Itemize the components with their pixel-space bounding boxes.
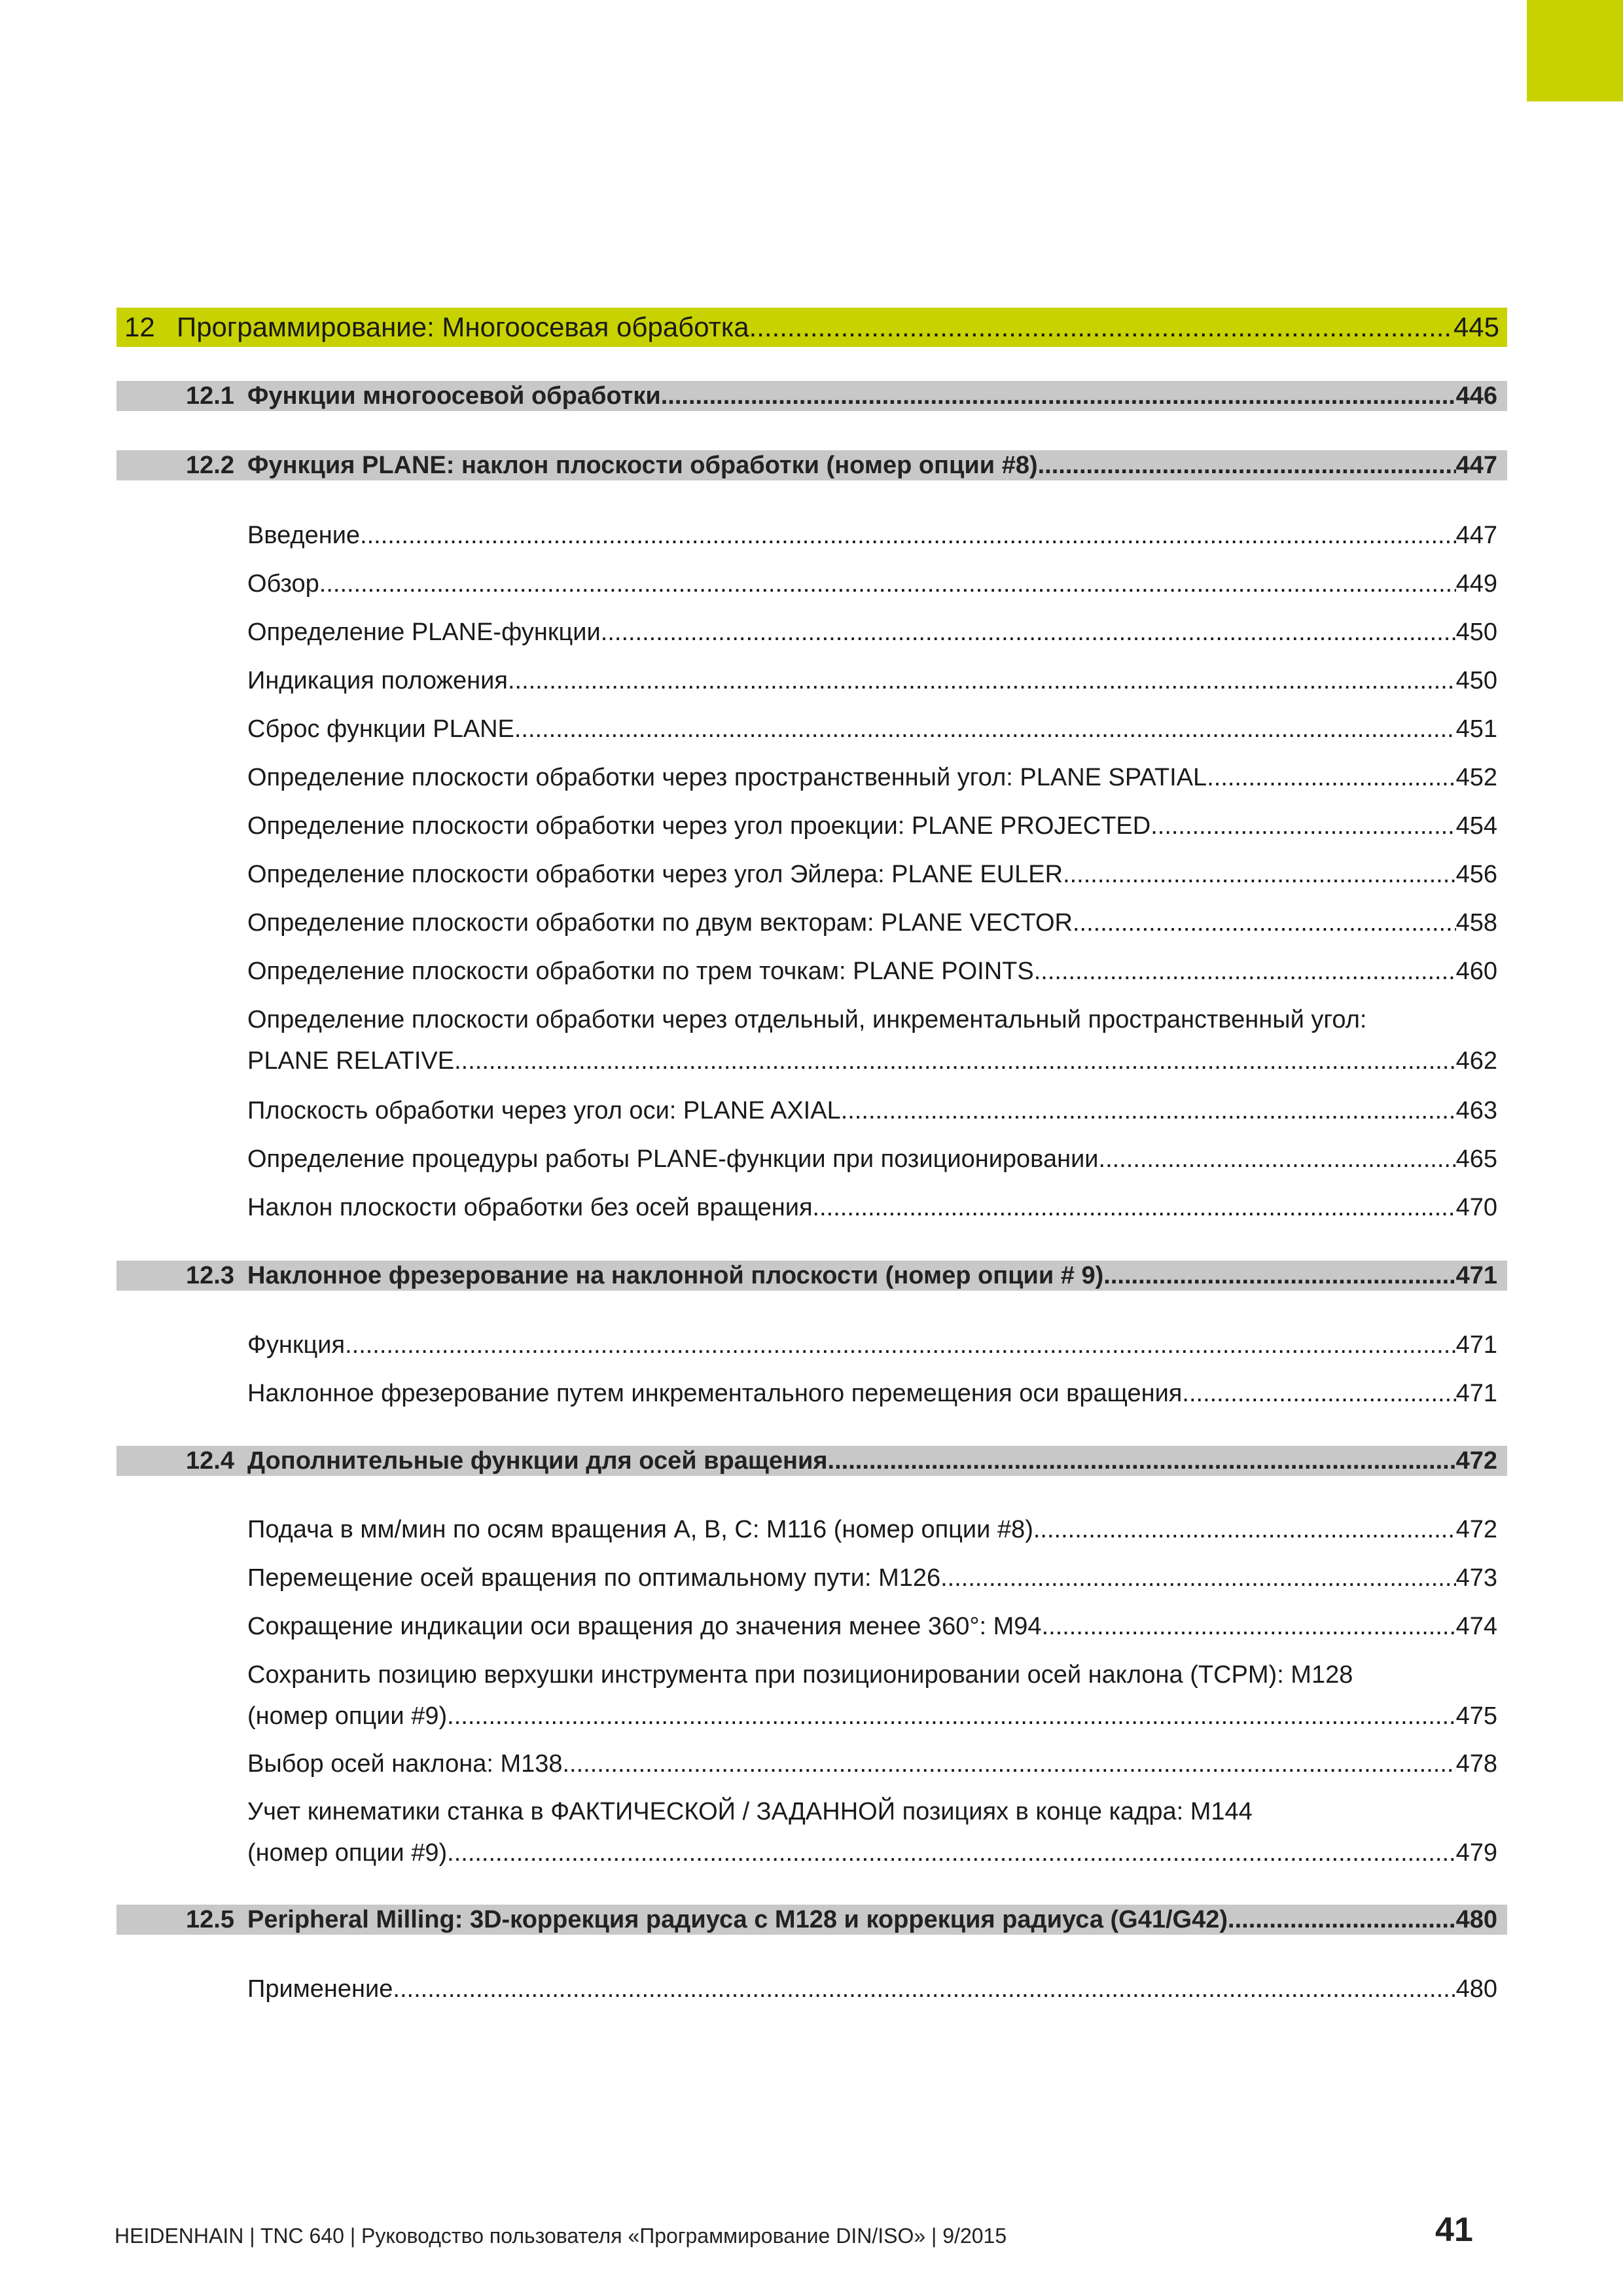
entry-title: Сокращение индикации оси вращения до значения менее 360°: M94	[247, 1613, 1042, 1640]
section-number: 12.4	[186, 1446, 234, 1475]
entry-title: Введение	[247, 522, 361, 549]
entry-title: Подача в мм/мин по осям вращения A, B, C: M116 (номер опции #8)	[247, 1516, 1033, 1543]
dot-leader	[563, 1744, 1456, 1785]
toc-entry[interactable]	[247, 854, 1497, 895]
dot-leader	[514, 709, 1456, 750]
toc-entry[interactable]	[247, 1139, 1497, 1180]
chapter-title: Программирование: Многоосевая обработка	[177, 312, 749, 342]
dot-leader	[828, 1447, 1456, 1475]
entry-page: 449	[1455, 570, 1497, 598]
entry-title: Обзор	[247, 570, 319, 598]
entry-page: 478	[1455, 1750, 1497, 1778]
section-number: 12.3	[186, 1261, 234, 1289]
entry-page: 447	[1455, 522, 1497, 549]
toc-entry[interactable]	[247, 1509, 1497, 1551]
entry-title: Сброс функции PLANE	[247, 715, 514, 743]
dot-leader	[1207, 757, 1455, 798]
toc-entry[interactable]	[247, 1744, 1497, 1785]
dot-leader	[841, 1090, 1456, 1132]
entry-page: 465	[1455, 1145, 1497, 1173]
toc-entry[interactable]	[247, 903, 1497, 944]
entry-title-line1: Учет кинематики станка в ФАКТИЧЕСКОЙ / ЗАДАННОЙ позициях в конце кадра: M144	[247, 1798, 1253, 1825]
dot-leader	[319, 564, 1456, 605]
toc-entry[interactable]	[247, 1325, 1497, 1366]
chapter-page: 445	[1453, 312, 1499, 342]
toc-entry[interactable]	[247, 1655, 1497, 1737]
entry-title: Применение	[247, 1975, 393, 2003]
toc-entry[interactable]	[247, 951, 1497, 992]
dot-leader	[454, 1041, 1456, 1082]
dot-leader	[601, 612, 1456, 653]
entry-page: 472	[1455, 1516, 1497, 1543]
section-title: Функция PLANE: наклон плоскости обработки (номер опции #8)	[247, 451, 1038, 479]
page-number: 41	[1435, 2211, 1473, 2249]
entry-page: 471	[1455, 1331, 1497, 1359]
entry-page: 473	[1455, 1564, 1497, 1592]
section-title: Дополнительные функции для осей вращения	[247, 1446, 828, 1475]
toc-entry[interactable]	[247, 1187, 1497, 1229]
dot-leader	[749, 312, 1454, 343]
entry-page: 474	[1455, 1613, 1497, 1640]
entry-title: Определение процедуры работы PLANE-функции при позиционировании	[247, 1145, 1099, 1173]
dot-leader	[1038, 452, 1456, 480]
section-number: 12.5	[186, 1905, 234, 1933]
dot-leader	[1073, 903, 1456, 944]
entry-page: 470	[1455, 1194, 1497, 1221]
toc-entry[interactable]	[247, 999, 1497, 1082]
toc-entry[interactable]	[247, 709, 1497, 750]
entry-title: Определение плоскости обработки по двум векторам: PLANE VECTOR	[247, 909, 1073, 937]
section-number: 12.2	[186, 451, 234, 479]
entry-title: Определение плоскости обработки через угол проекции: PLANE PROJECTED	[247, 812, 1151, 840]
entry-title: Индикация положения	[247, 667, 508, 694]
toc-section-12-3[interactable]	[116, 1261, 1507, 1291]
dot-leader	[393, 1969, 1455, 2010]
toc-entry[interactable]	[247, 564, 1497, 605]
entry-title: Определение плоскости обработки по трем точкам: PLANE POINTS	[247, 958, 1034, 985]
toc-section-12-5[interactable]	[116, 1905, 1507, 1935]
section-page: 446	[1455, 382, 1497, 410]
entry-title: Функция	[247, 1331, 346, 1359]
toc-section-12-4[interactable]	[116, 1446, 1507, 1476]
toc-section-12-2[interactable]	[116, 450, 1507, 480]
dot-leader	[360, 515, 1456, 556]
entry-page: 462	[1455, 1047, 1497, 1075]
dot-leader	[1103, 1262, 1455, 1290]
dot-leader	[447, 1833, 1455, 1874]
toc-entry[interactable]	[247, 660, 1497, 702]
toc-entry[interactable]	[247, 1373, 1497, 1414]
toc-entry[interactable]	[247, 1791, 1497, 1874]
entry-page: 450	[1455, 619, 1497, 646]
toc-chapter-12[interactable]	[116, 308, 1507, 347]
dot-leader	[1063, 854, 1456, 895]
entry-title-line2: PLANE RELATIVE	[247, 1047, 455, 1075]
entry-page: 471	[1455, 1380, 1497, 1407]
dot-leader	[813, 1187, 1456, 1229]
toc-entry[interactable]	[247, 1090, 1497, 1132]
section-title: Наклонное фрезерование на наклонной плоскости (номер опции # 9)	[247, 1261, 1104, 1289]
entry-page: 451	[1455, 715, 1497, 743]
section-page: 447	[1455, 451, 1497, 479]
entry-page: 450	[1455, 667, 1497, 694]
section-page: 472	[1455, 1446, 1497, 1475]
toc-entry[interactable]	[247, 515, 1497, 556]
toc-entry[interactable]	[247, 1606, 1497, 1647]
entry-title-line1: Определение плоскости обработки через отдельный, инкрементальный пространственный угол:	[247, 1006, 1367, 1033]
toc-entry[interactable]	[247, 612, 1497, 653]
section-title: Функции многоосевой обработки	[247, 382, 661, 410]
dot-leader	[1228, 1906, 1456, 1934]
dot-leader	[1099, 1139, 1456, 1180]
chapter-number: 12	[124, 312, 155, 342]
entry-title: Определение PLANE-функции	[247, 619, 601, 646]
entry-title-line1: Сохранить позицию верхушки инструмента при позиционировании осей наклона (TCPM): M128	[247, 1661, 1353, 1689]
entry-page: 475	[1455, 1702, 1497, 1730]
section-page: 471	[1455, 1261, 1497, 1289]
section-number: 12.1	[186, 382, 234, 410]
entry-title: Определение плоскости обработки через пространственный угол: PLANE SPATIAL	[247, 764, 1207, 791]
entry-title: Плоскость обработки через угол оси: PLANE AXIAL	[247, 1097, 841, 1124]
entry-page: 463	[1455, 1097, 1497, 1124]
section-page: 480	[1455, 1905, 1497, 1933]
entry-page: 479	[1455, 1839, 1497, 1867]
dot-leader	[1150, 806, 1455, 847]
dot-leader	[661, 382, 1456, 410]
entry-title: Выбор осей наклона: M138	[247, 1750, 563, 1778]
toc-entry[interactable]	[247, 757, 1497, 798]
section-title: Peripheral Milling: 3D-коррекция радиуса с M128 и коррекция радиуса (G41/G42)	[247, 1905, 1228, 1933]
dot-leader	[940, 1558, 1455, 1599]
toc-section-12-1[interactable]	[116, 381, 1507, 411]
toc-entry[interactable]	[247, 1558, 1497, 1599]
dot-leader	[1034, 951, 1456, 992]
entry-title: Перемещение осей вращения по оптимальному пути: M126	[247, 1564, 941, 1592]
toc-entry[interactable]	[247, 1969, 1497, 2010]
entry-page: 458	[1455, 909, 1497, 937]
dot-leader	[447, 1696, 1455, 1737]
entry-page: 456	[1455, 861, 1497, 888]
entry-title-line2: (номер опции #9)	[247, 1839, 448, 1867]
entry-title-line2: (номер опции #9)	[247, 1702, 448, 1730]
dot-leader	[1042, 1606, 1456, 1647]
entry-title: Определение плоскости обработки через угол Эйлера: PLANE EULER	[247, 861, 1063, 888]
dot-leader	[345, 1325, 1456, 1366]
dot-leader	[1182, 1373, 1455, 1414]
entry-page: 480	[1455, 1975, 1497, 2003]
dot-leader	[508, 660, 1456, 702]
entry-page: 452	[1455, 764, 1497, 791]
dot-leader	[1033, 1509, 1456, 1551]
entry-page: 454	[1455, 812, 1497, 840]
entry-page: 460	[1455, 958, 1497, 985]
footer-text: HEIDENHAIN | TNC 640 | Руководство пользователя «Программирование DIN/ISO» | 9/2015	[115, 2224, 1007, 2248]
toc-entry[interactable]	[247, 806, 1497, 847]
entry-title: Наклонное фрезерование путем инкрементального перемещения оси вращения	[247, 1380, 1183, 1407]
entry-title: Наклон плоскости обработки без осей вращения	[247, 1194, 813, 1221]
